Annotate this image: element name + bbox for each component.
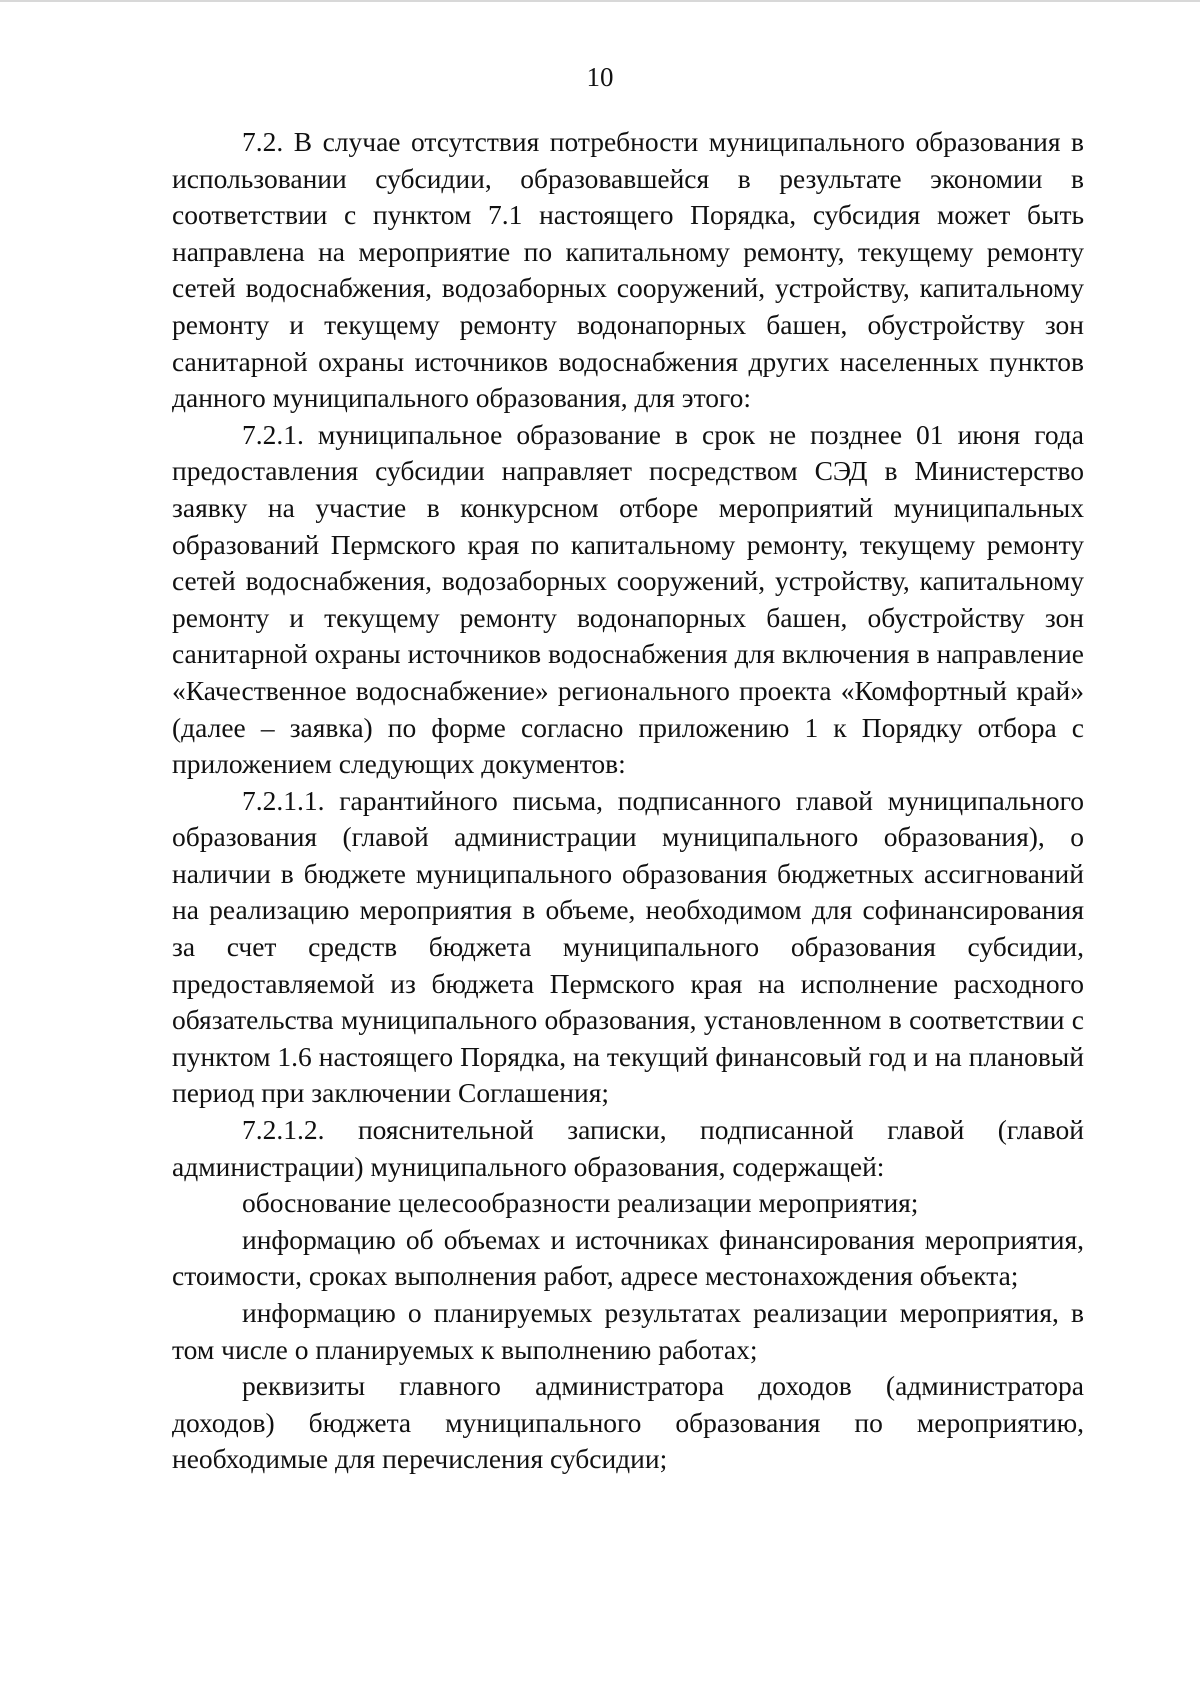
list-item-justification: обоснование целесообразности реализации мероприятия; xyxy=(242,1187,919,1219)
paragraph-7-2-1-1: 7.2.1.1. гарантийного письма, подписанного главой муниципального образования (главой администрации муниципального образования), о наличии в бюджете муниципального образования бюджетных ассигнований на реализацию мероприятия в объеме, необходимом для софинансирования за счет средств бюджета муниципального образования субсидии, предоставляемой из бюджета Пермского края на исполнение расходного обязательства муниципального образования, установленном в соответствии с пунктом 1.6 настоящего Порядка, на текущий финансовый год и на плановый период при заключении Соглашения; xyxy=(172,784,1084,1109)
list-item-planned-results: информацию о планируемых результатах реализации мероприятия, в том числе о планируемых к выполнению работах; xyxy=(172,1297,1084,1365)
paragraph-7-2-1: 7.2.1. муниципальное образование в срок не позднее 01 июня года предоставления субсидии направляет посредством СЭД в Министерство заявку на участие в конкурсном отборе мероприятий муниципальных образований Пермского края по капитальному ремонту, текущему ремонту сетей водоснабжения, водозаборных сооружений, устройству, капитальному ремонту и текущему ремонту водонапорных башен, обустройству зон санитарной охраны источников водоснабжения для включения в направление «Качественное водоснабжение» регионального проекта «Комфортный край» (далее – заявка) по форме согласно приложению 1 к Порядку отбора с приложением следующих документов: xyxy=(172,418,1084,780)
paragraph-7-2-1-2: 7.2.1.2. пояснительной записки, подписанной главой (главой администрации) муниципального образования, содержащей: xyxy=(172,1114,1084,1182)
paragraph-7-2: 7.2. В случае отсутствия потребности муниципального образования в использовании субсидии, образовавшейся в результате экономии в соответствии с пунктом 7.1 настоящего Порядка, субсидия может быть направлена на мероприятие по капитальному ремонту, текущему ремонту сетей водоснабжения, водозаборных сооружений, устройству, капитальному ремонту и текущему ремонту водонапорных башен, обустройству зон санитарной охраны источников водоснабжения других населенных пунктов данного муниципального образования, для этого: xyxy=(172,126,1084,414)
page-number: 10 xyxy=(586,62,614,92)
scan-edge-line xyxy=(0,0,1200,2)
document-body xyxy=(172,124,1084,1478)
list-item-financing-info: информацию об объемах и источниках финансирования мероприятия, стоимости, сроках выполнения работ, адресе местонахождения объекта; xyxy=(172,1223,1084,1292)
list-item-requisites: реквизиты главного администратора доходов (администратора доходов) бюджета муниципального образования по мероприятию, необходимые для перечисления субсидии; xyxy=(172,1370,1084,1475)
